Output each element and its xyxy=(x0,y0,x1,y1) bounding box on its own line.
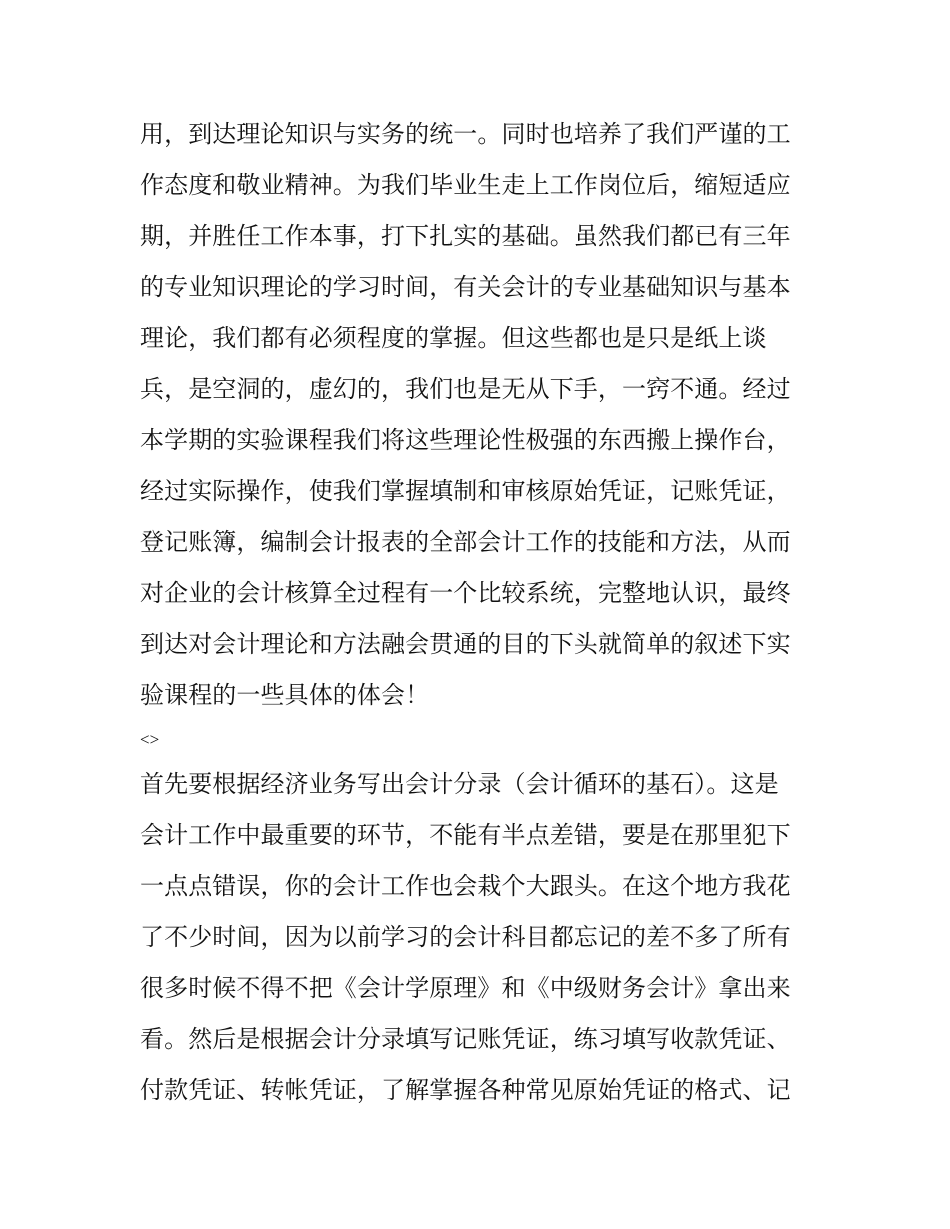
text-line: 验课程的一些具体的体会！ xyxy=(140,681,430,709)
text-line: 付款凭证、转帐凭证，了解掌握各种常见原始凭证的格式、记 xyxy=(140,1076,791,1104)
text-line: 用，到达理论知识与实务的统一。同时也培养了我们严谨的工 xyxy=(140,120,791,148)
text-line: 看。然后是根据会计分录填写记账凭证，练习填写收款凭证、 xyxy=(140,1025,791,1053)
text-line: 对企业的会计核算全过程有一个比较系统，完整地认识，最终 xyxy=(140,579,791,607)
text-line: 经过实际操作，使我们掌握填制和审核原始凭证，记账凭证， xyxy=(140,477,791,505)
text-line: 理论，我们都有必须程度的掌握。但这些都也是只是纸上谈 xyxy=(140,324,767,352)
text-line: 一点点错误，你的会计工作也会栽个大跟头。在这个地方我花 xyxy=(140,872,791,900)
document-body xyxy=(140,109,820,1116)
text-line: 的专业知识理论的学习时间，有关会计的专业基础知识与基本 xyxy=(140,273,791,301)
text-line: 登记账簿，编制会计报表的全部会计工作的技能和方法，从而 xyxy=(140,528,791,556)
paragraph-1 xyxy=(140,109,820,721)
paragraph-2 xyxy=(140,759,820,1116)
text-line: 期，并胜任工作本事，打下扎实的基础。虽然我们都已有三年 xyxy=(140,222,791,250)
text-line: 会计工作中最重要的环节，不能有半点差错，要是在那里犯下 xyxy=(140,821,791,849)
text-line: 很多时候不得不把《会计学原理》和《中级财务会计》拿出来 xyxy=(140,974,791,1002)
text-line: 兵，是空洞的，虚幻的，我们也是无从下手，一窍不通。经过 xyxy=(140,375,791,403)
section-separator: <> xyxy=(140,730,160,749)
text-line: 首先要根据经济业务写出会计分录（会计循环的基石）。这是 xyxy=(140,770,779,798)
text-line: 到达对会计理论和方法融会贯通的目的下头就简单的叙述下实 xyxy=(140,630,791,658)
text-line: 作态度和敬业精神。为我们毕业生走上工作岗位后，缩短适应 xyxy=(140,171,791,199)
text-line: 了不少时间，因为以前学习的会计科目都忘记的差不多了所有 xyxy=(140,923,791,951)
text-line: 本学期的实验课程我们将这些理论性极强的东西搬上操作台， xyxy=(140,426,791,454)
